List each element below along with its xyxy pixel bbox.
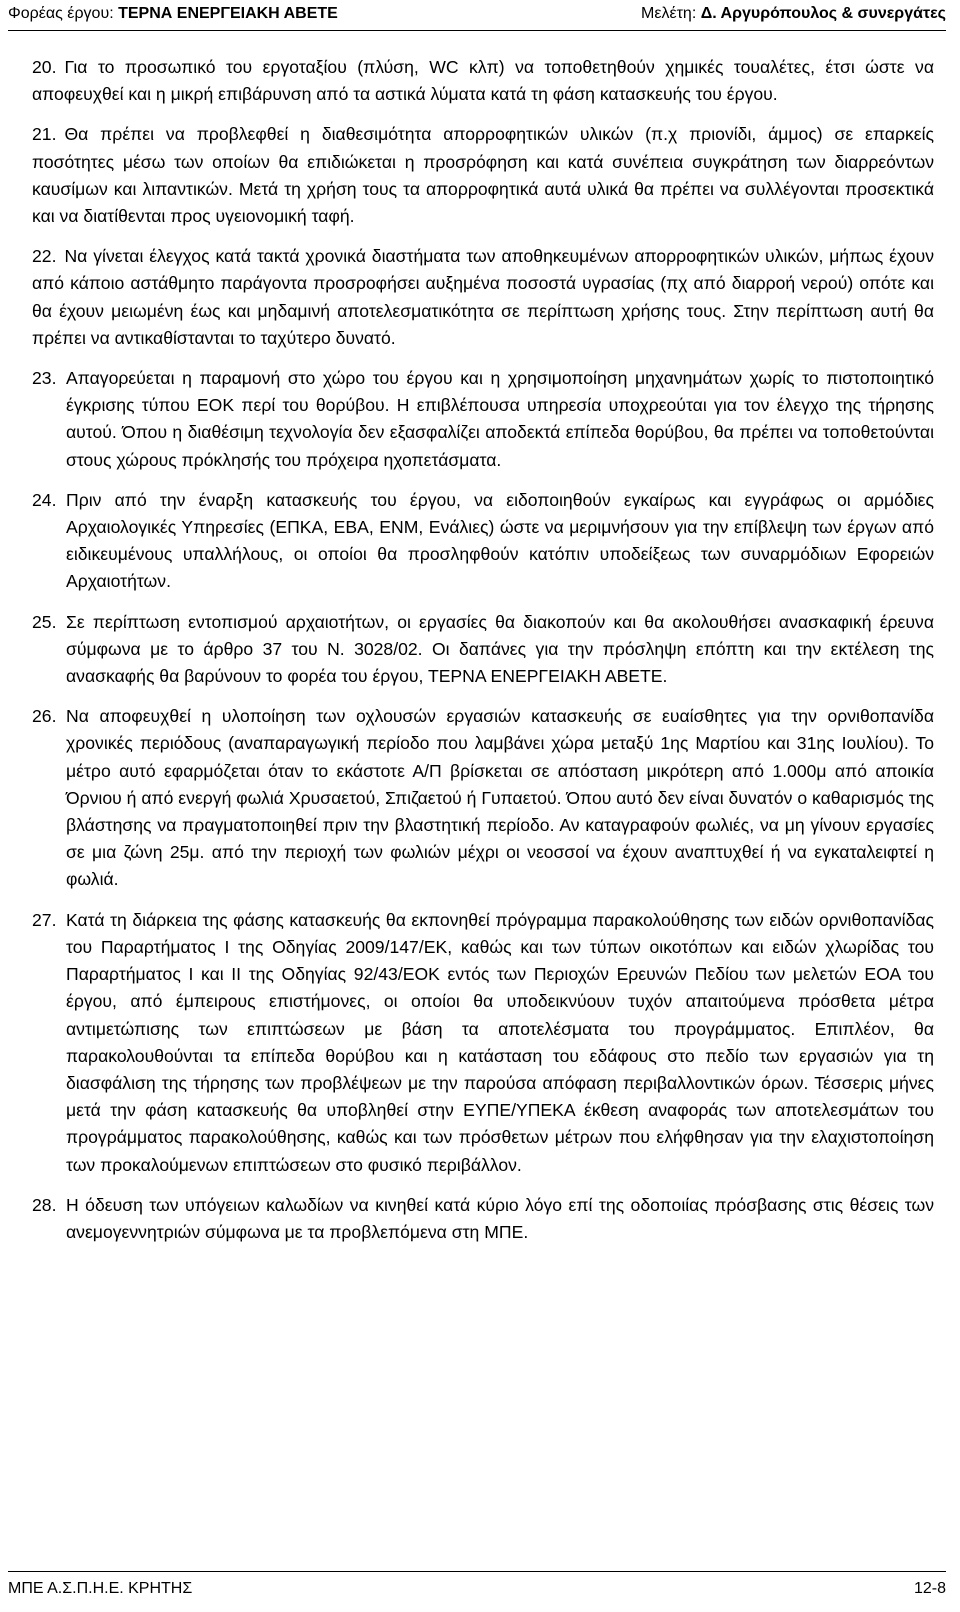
- document-body: [32, 54, 934, 1259]
- item-text: Απαγορεύεται η παραμονή στο χώρο του έργου και η χρησιμοποίηση μηχανημάτων χωρίς το πιστοποιητικό έγκρισης τύπου ΕΟΚ περί του θορύβου. Η επιβλέπουσα υπηρεσία υποχρεούται για τον έλεγχο της τήρησης αυτού. Όπου η διαθέσιμη τεχνολογία δεν εξασφαλίζει αποδεκτά επίπεδα θορύβου, θα πρέπει να τοποθετούνται στους χώρους πρόκλησής του πρόχειρα ηχοπετάσματα.: [66, 368, 934, 470]
- item-number: 24.: [32, 489, 57, 510]
- list-item-20: [32, 54, 934, 108]
- item-number: 25.: [32, 611, 57, 632]
- item-text: Η όδευση των υπόγειων καλωδίων να κινηθεί κατά κύριο λόγο επί της οδοποιίας πρόσβασης στις θέσεις των ανεμογεννητριών σύμφωνα με τα προβλεπόμενα στη ΜΠΕ.: [66, 1194, 934, 1242]
- list-item-28: [32, 1192, 934, 1246]
- item-number: 28.: [32, 1194, 57, 1215]
- item-text: Να γίνεται έλεγχος κατά τακτά χρονικά διαστήματα των αποθηκευμένων απορροφητικών υλικών, μήπως έχουν από κάποιο αστάθμητο παράγοντα προσροφήσει αυξημένα ποσοστά υγρασίας (πχ από διαρροή νερού) οπότε και θα έχουν μειωμένη έως και μηδαμινή αποτελεσματικότητα σε περίπτωση χρήσης τους. Στην περίπτωση αυτή θα πρέπει να αντικαθίστανται το ταχύτερο δυνατό.: [32, 246, 934, 348]
- item-text: Θα πρέπει να προβλεφθεί η διαθεσιμότητα απορροφητικών υλικών (π.χ πριονίδι, άμμος) σε επαρκείς ποσότητες μέσω των οποίων θα επιδιώκεται η προσρόφηση και κατά συνέπεια συγκράτηση των διαρρεόντων καυσίμων και λιπαντικών. Μετά τη χρήση τους τα απορροφητικά αυτά υλικά θα πρέπει να συλλέγονται προσεκτικά και να διατίθενται προς υγειονομική ταφή.: [32, 124, 934, 227]
- list-item-22: [32, 243, 934, 352]
- item-text: Κατά τη διάρκεια της φάσης κατασκευής θα εκπονηθεί πρόγραμμα παρακολούθησης των ειδών ορνιθοπανίδας του Παραρτήματος Ι της Οδηγίας 2009/147/ΕΚ, καθώς και των τύπων οικοτόπων και ειδών χλωρίδας του Παραρτήματος Ι και ΙΙ της Οδηγίας 92/43/ΕΟΚ εντός των Περιοχών Ερευνών Πεδίου των μελετών ΕΟΑ του έργου, από έμπειρους επιστήμονες, οι οποίοι θα υποδεικνύουν τυχόν απαιτούμενα πρόσθετα μέτρα αντιμετώπισης των επιπτώσεων με βάση τα αποτελέσματα του προγράμματος. Επιπλέον, θα παρακολουθούνται τα επίπεδα θορύβου και η κατάσταση του εδάφους στο πεδίο των εργασιών για τη διασφάλιση της τήρησης των προβλέψεων με την παρούσα απόφαση περιβαλλοντικών όρων. Τέσσερις μήνες μετά την φάση κατασκευής θα υποβληθεί στην ΕΥΠΕ/ΥΠΕΚΑ έκθεση αναφοράς των αποτελεσμάτων του προγράμματος παρακολούθησης, καθώς και των πρόσθετων μέτρων που ελήφθησαν για την ελαχιστοποίηση των προκαλούμενων επιπτώσεων στο φυσικό περιβάλλον.: [66, 909, 934, 1175]
- list-item-26: [32, 703, 934, 893]
- header-study-value: Δ. Αργυρόπουλος & συνεργάτες: [700, 5, 946, 22]
- footer-document-title: ΜΠΕ Α.Σ.Π.Η.Ε. ΚΡΗΤΗΣ: [8, 1580, 193, 1597]
- item-number: 20.: [32, 57, 57, 77]
- item-text: Πριν από την έναρξη κατασκευής του έργου, να ειδοποιηθούν εγκαίρως και εγγράφως οι αρμόδιες Αρχαιολογικές Υπηρεσίες (ΕΠΚΑ, ΕΒΑ, ΕΝΜ, Ενάλιες) ώστε να μεριμνήσουν για την επίβλεψη των έργων από ειδικευμένους υπαλλήλους, οι οποίοι θα προσληφθούν κατόπιν υποδείξεως των συναρμόδιων Εφορειών Αρχαιοτήτων.: [66, 489, 934, 592]
- item-number: 27.: [32, 909, 57, 930]
- list-item-21: [32, 121, 934, 230]
- item-text: Σε περίπτωση εντοπισμού αρχαιοτήτων, οι εργασίες θα διακοπούν και θα ακολουθήσει ανασκαφική έρευνα σύμφωνα με το άρθρο 37 του Ν. 3028/02. Οι δαπάνες για την πρόσληψη επόπτη και την εκτέλεση της ανασκαφής θα βαρύνουν το φορέα του έργου, ΤΕΡΝΑ ΕΝΕΡΓΕΙΑΚΗ ΑΒΕΤΕ.: [66, 611, 934, 687]
- header-owner-value: ΤΕΡΝΑ ΕΝΕΡΓΕΙΑΚΗ ΑΒΕΤΕ: [118, 5, 338, 22]
- list-item-25: [32, 609, 934, 691]
- item-text: Να αποφευχθεί η υλοποίηση των οχλουσών εργασιών κατασκευής σε ευαίσθητες για την ορνιθοπανίδα χρονικές περιόδους (αναπαραγωγική περίοδο που λαμβάνει χώρα μεταξύ 1ης Μαρτίου και 31ης Ιουλίου). Το μέτρο αυτό εφαρμόζεται όταν το εκάστοτε Α/Π βρίσκεται σε απόσταση μικρότερη από 1.000μ από αποικία Όρνιου ή από ενεργή φωλιά Χρυσαετού, Σπιζαετού ή Γυπαετού. Όπου αυτό δεν είναι δυνατόν ο καθαρισμός της βλάστησης να πραγματοποιηθεί πριν την βλαστητική περίοδο. Αν καταγραφούν φωλιές, να μη γίνουν εργασίες σε μια ζώνη 25μ. από την περιοχή των φωλιών μέχρι οι νεοσσοί να έχουν αναπτυχθεί ή να εγκαταλειφτεί η φωλιά.: [66, 706, 934, 890]
- header-study-label: Μελέτη:: [641, 5, 697, 22]
- page-footer: [8, 1571, 946, 1602]
- item-number: 21.: [32, 124, 57, 145]
- item-number: 23.: [32, 368, 57, 389]
- list-item-23: [32, 365, 934, 474]
- header-study: [641, 2, 946, 26]
- footer-page-number: 12-8: [913, 1580, 946, 1597]
- list-item-24: [32, 487, 934, 596]
- page-header: [8, 2, 946, 31]
- item-number: 26.: [32, 706, 57, 727]
- item-text: Για το προσωπικό του εργοταξίου (πλύση, WC κλπ) να τοποθετηθούν χημικές τουαλέτες, έτσι ώστε να αποφευχθεί και η μικρή επιβάρυνση από τα αστικά λύματα κατά τη φάση κατασκευής του έργου.: [32, 57, 934, 105]
- header-owner-label: Φορέας έργου:: [8, 5, 114, 22]
- header-owner: [8, 2, 338, 26]
- item-number: 22.: [32, 246, 57, 267]
- list-item-27: [32, 907, 934, 1179]
